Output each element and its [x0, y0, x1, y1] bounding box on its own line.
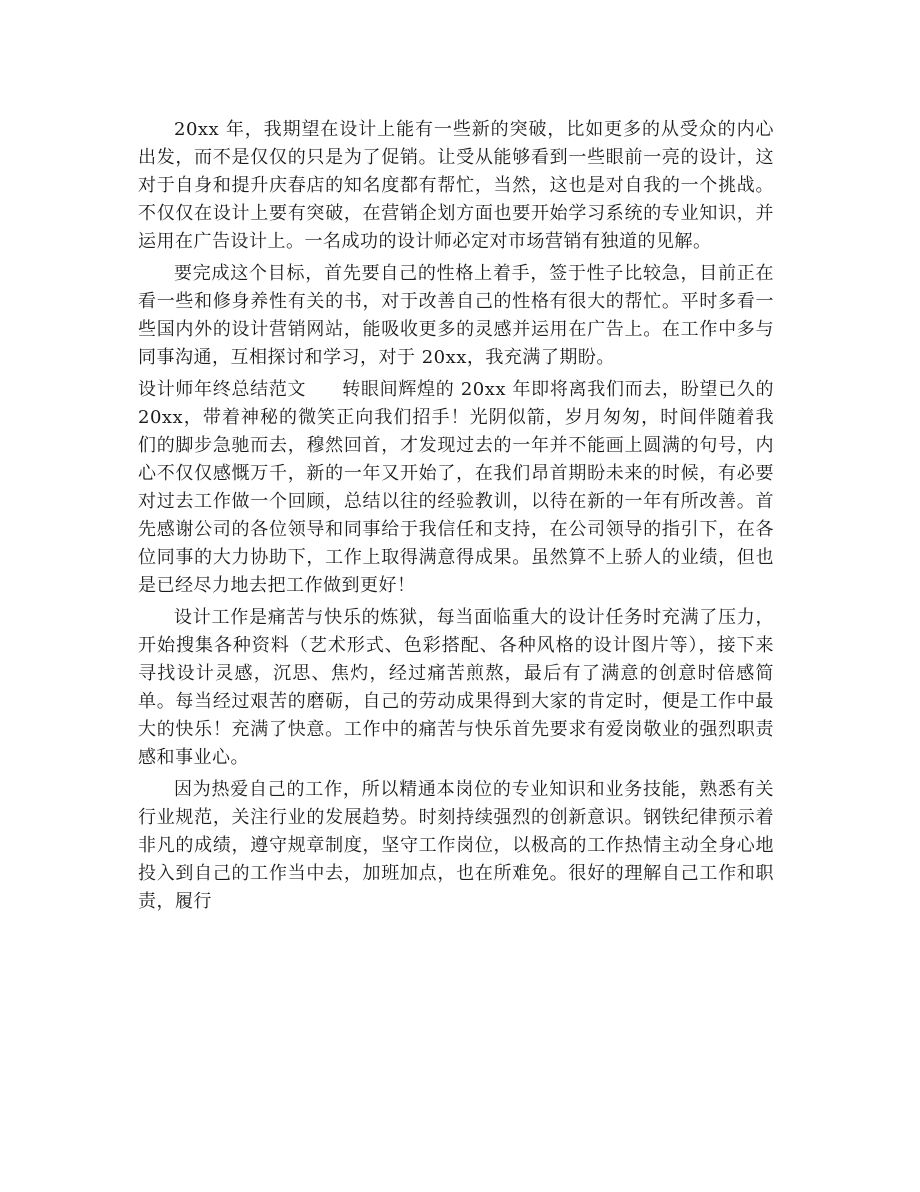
paragraph-2: 要完成这个目标，首先要自己的性格上着手，签于性子比较急，目前正在看一些和修身养性有关的书，对于改善自己的性格有很大的帮忙。平时多看一些国内外的设计营销网站，能吸收更多的灵感并运用在广告上。在工作中多与同事沟通，互相探讨和学习，对于 20xx，我充满了期盼。 — [138, 263, 774, 368]
paragraph-4: 设计工作是痛苦与快乐的炼狱，每当面临重大的设计任务时充满了压力，开始搜集各种资料（艺术形式、色彩搭配、各种风格的设计图片等），接下来寻找设计灵感，沉思、焦灼，经过痛苦煎熬，最后有了满意的创意时倍感简单。每当经过艰苦的磨砺，自己的劳动成果得到大家的肯定时，便是工作中最大的快乐！充满了快意。工作中的痛苦与快乐首先要求有爱岗敬业的强烈职责感和事业心。 — [138, 607, 774, 768]
paragraph-5: 因为热爱自己的工作，所以精通本岗位的专业知识和业务技能，熟悉有关行业规范，关注行业的发展趋势。时刻持续强烈的创新意识。钢铁纪律预示着非凡的成绩，遵守规章制度，坚守工作岗位，以极高的工作热情主动全身心地投入到自己的工作当中去，加班加点，也在所难免。很好的理解自己工作和职责，履行 — [138, 779, 774, 912]
section-title: 设计师年终总结范文 — [138, 379, 307, 400]
section-first-paragraph: 转眼间辉煌的 20xx 年即将离我们而去，盼望已久的 20xx，带着神秘的微笑正向我们招手！光阴似箭，岁月匆匆，时间伴随着我们的脚步急驰而去，穆然回首，才发现过去的一年并不能画上圆满的句号，内心不仅仅感慨万千，新的一年又开始了，在我们昂首期盼未来的时候，有必要对过去工作做一个回顾，总结以往的经验教训，以待在新的一年有所改善。首先感谢公司的各位领导和同事给于我信任和支持，在公司领导的指引下，在各位同事的大力协助下，工作上取得满意得成果。虽然算不上骄人的业绩，但也是已经尽力地去把工作做到更好！ — [138, 379, 775, 596]
paragraph-1: 20xx 年，我期望在设计上能有一些新的突破，比如更多的从受众的内心出发，而不是仅仅的只是为了促销。让受从能够看到一些眼前一亮的设计，这对于自身和提升庆春店的知名度都有帮忙，当然，这也是对自我的一个挑战。不仅仅在设计上要有突破，在营销企划方面也要开始学习系统的专业知识，并运用在广告设计上。一名成功的设计师必定对市场营销有独道的见解。 — [138, 119, 774, 252]
section-intro — [138, 376, 774, 600]
document-page — [138, 116, 774, 920]
